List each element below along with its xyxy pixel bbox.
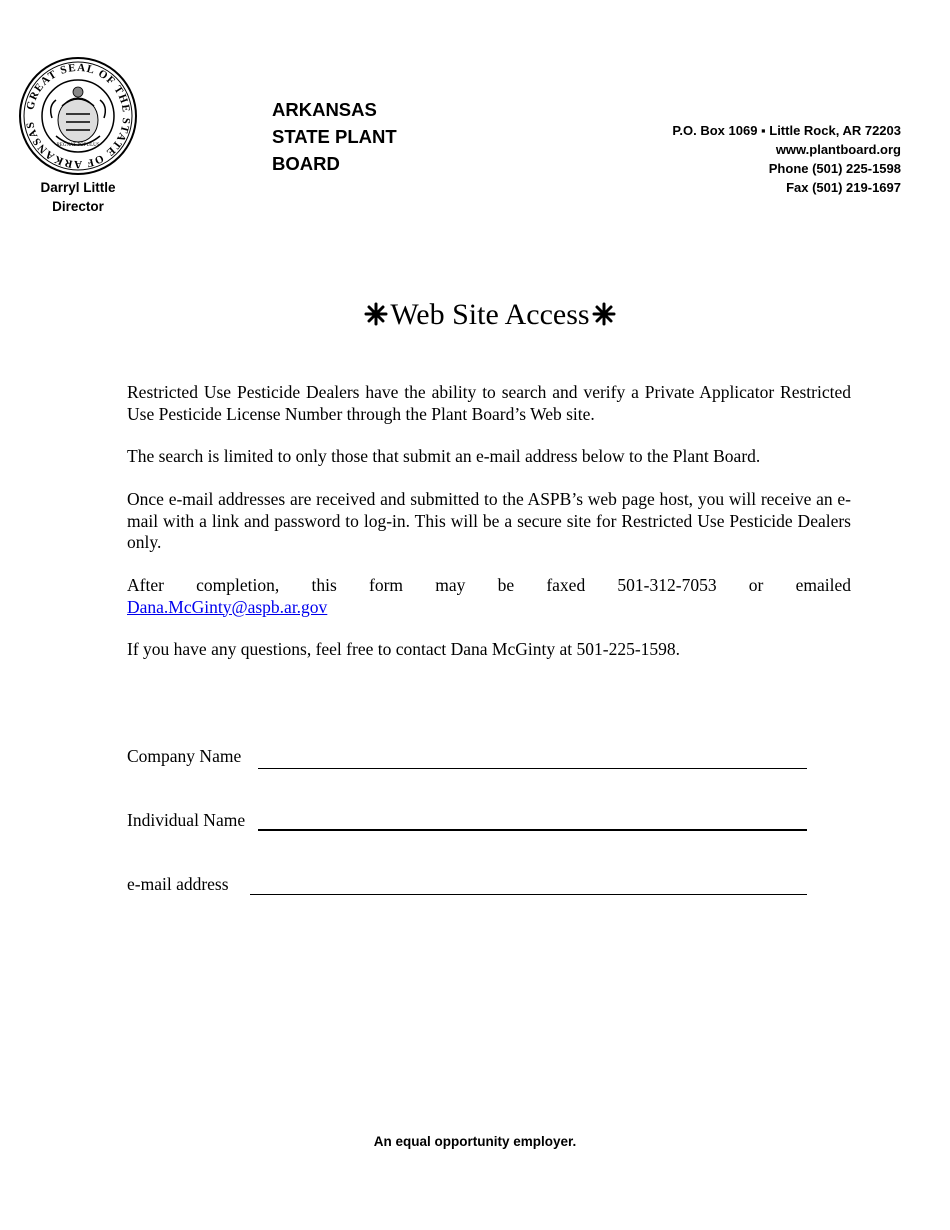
company-name-label: Company Name <box>127 746 242 766</box>
paragraph-2: The search is limited to only those that submit an e-mail address below to the Plant Board. <box>127 446 761 466</box>
footer-text: An equal opportunity employer. <box>373 1134 577 1149</box>
page-title <box>0 298 950 332</box>
director-name: Darryl Little <box>40 180 116 195</box>
board-name <box>272 96 397 177</box>
state-seal-logo <box>18 56 138 176</box>
director-block <box>18 178 138 216</box>
fax: Fax (501) 219-1697 <box>786 180 901 195</box>
director-title: Director <box>52 199 104 214</box>
star-burst-icon <box>592 302 616 326</box>
board-line-3: BOARD <box>272 153 340 174</box>
phone: Phone (501) 225-1598 <box>768 161 901 176</box>
title-text: Web Site Access <box>390 298 590 331</box>
svg-text:GREAT SEAL OF THE STATE OF ARK: GREAT SEAL OF THE STATE OF ARKANSAS <box>24 61 133 171</box>
email-address-label: e-mail address <box>127 874 229 894</box>
paragraph-4 <box>127 575 851 618</box>
paragraph-4-text: After completion, this form may be faxed 501-312-7053 or emailed <box>127 575 851 595</box>
mailing-address: P.O. Box 1069 ▪ Little Rock, AR 72203 <box>672 123 901 138</box>
paragraph-1: Restricted Use Pesticide Dealers have the ability to search and verify a Private Applicator Restricted Use Pesticide License Number through the Plant Board’s Web site. <box>127 382 851 424</box>
email-link[interactable]: Dana.McGinty@aspb.ar.gov <box>127 596 328 617</box>
website: www.plantboard.org <box>775 142 901 157</box>
star-burst-icon <box>364 302 388 326</box>
contact-block <box>672 121 901 197</box>
board-line-2: STATE PLANT <box>272 126 397 147</box>
board-line-1: ARKANSAS <box>272 99 377 120</box>
individual-name-label: Individual Name <box>127 810 246 830</box>
company-name-field[interactable] <box>258 768 807 769</box>
paragraph-3: Once e-mail addresses are received and submitted to the ASPB’s web page host, you will receive an e-mail with a link and password to log-in. This will be a secure site for Restricted Use Pesticide Dealers only. <box>127 489 851 552</box>
paragraph-5: If you have any questions, feel free to contact Dana McGinty at 501-225-1598. <box>127 639 681 659</box>
individual-name-field[interactable] <box>258 829 807 831</box>
email-address-field[interactable] <box>250 894 807 895</box>
svg-text:REGNAT POPULUS: REGNAT POPULUS <box>56 143 100 148</box>
